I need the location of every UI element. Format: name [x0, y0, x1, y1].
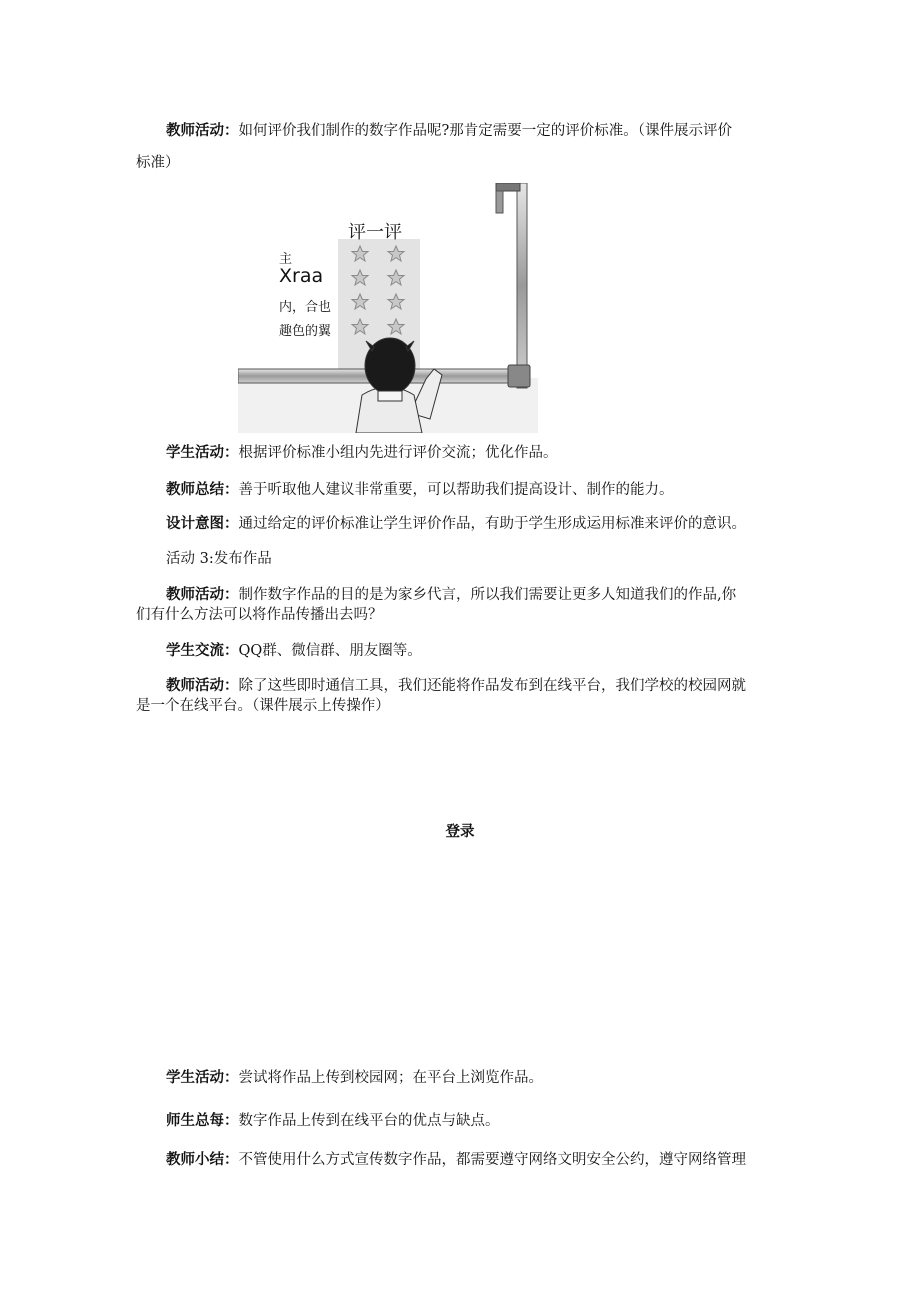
paragraph-lead: 学生活动：	[166, 1070, 239, 1086]
paragraph-lead: 学生活动：	[166, 445, 239, 461]
paragraph-continuation: 是一个在线平台。（课件展示上传操作）	[136, 698, 390, 714]
paragraph-student-exchange	[136, 641, 792, 661]
figure-text-line: Xraa	[279, 265, 324, 287]
login-label: 登录	[445, 824, 475, 840]
paragraph-continuation: 们有什么方法可以将作品传播出去吗？	[136, 607, 383, 623]
paragraph-text: 不管使用什么方式宣传数字作品，都需要遵守网络文明安全公约，遵守网络管理	[238, 1152, 746, 1168]
activity-heading	[136, 549, 792, 569]
paragraph-teacher-activity-3	[136, 676, 792, 716]
paragraph-text: 活动 3:发布作品	[166, 551, 272, 567]
paragraph-teacher-activity-1	[136, 121, 792, 173]
paragraph-text: 尝试将作品上传到校园网；在平台上浏览作品。	[238, 1070, 543, 1086]
paragraph-teacher-student-summary	[136, 1111, 792, 1131]
paragraph-text: 根据评价标准小组内先进行评价交流；优化作品。	[238, 445, 558, 461]
paragraph-text: 如何评价我们制作的数字作品呢?那肯定需要一定的评价标准。（课件展示评价	[238, 123, 733, 139]
paragraph-continuation: 标准）	[136, 155, 180, 171]
figure-text-line: 趣色的翼	[279, 324, 332, 339]
paragraph-text: 数字作品上传到在线平台的优点与缺点。	[238, 1113, 500, 1129]
paragraph-text: 除了这些即时通信工具，我们还能将作品发布到在线平台，我们学校的校园网就	[238, 678, 746, 694]
paragraph-lead: 教师活动：	[166, 587, 239, 603]
paragraph-teacher-activity-2	[136, 585, 792, 625]
paragraph-student-activity-1	[136, 443, 792, 463]
paragraph-text: QQ群、微信群、朋友圈等。	[238, 643, 422, 659]
paragraph-lead: 教师活动：	[166, 123, 239, 139]
paragraph-lead: 教师活动：	[166, 678, 239, 694]
paragraph-lead: 师生总每：	[166, 1113, 239, 1129]
figure-title: 评一评	[348, 222, 402, 243]
paragraph-lead: 设计意图：	[166, 516, 239, 532]
paragraph-teacher-summary	[136, 480, 792, 500]
paragraph-design-intent	[136, 514, 792, 534]
paragraph-lead: 学生交流：	[166, 643, 239, 659]
figure-text-line: 内，合也	[279, 300, 332, 315]
paragraph-lead: 教师总结：	[166, 482, 239, 498]
paragraph-text: 制作数字作品的目的是为家乡代言，所以我们需要让更多人知道我们的作品,你	[238, 587, 737, 603]
paragraph-text: 善于听取他人建议非常重要，可以帮助我们提高设计、制作的能力。	[238, 482, 674, 498]
paragraph-text: 通过给定的评价标准让学生评价作品，有助于学生形成运用标准来评价的意识。	[238, 516, 746, 532]
paragraph-teacher-conclusion	[136, 1150, 792, 1170]
paragraph-student-activity-2	[136, 1068, 792, 1088]
figure-text-line: 主	[279, 252, 293, 267]
paragraph-lead: 教师小结：	[166, 1152, 239, 1168]
